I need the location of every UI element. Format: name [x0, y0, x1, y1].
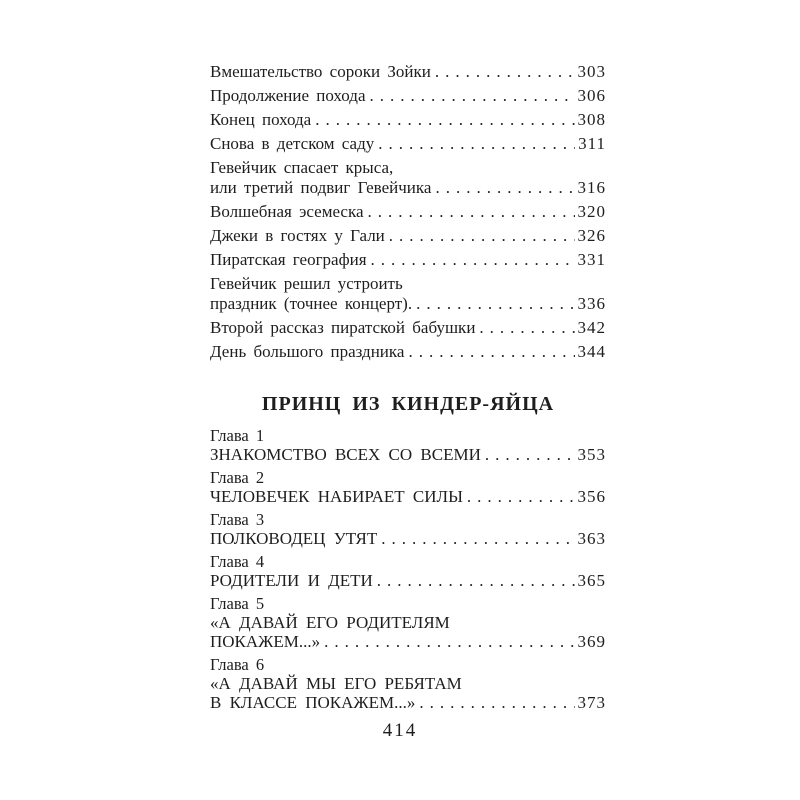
- chapter-title: РОДИТЕЛИ И ДЕТИ: [210, 571, 373, 590]
- toc-chapter: [210, 510, 606, 548]
- chapter-title: В КЛАССЕ ПОКАЖЕМ...»: [210, 693, 416, 712]
- toc-entry: [210, 202, 606, 222]
- chapter-title: ПОЛКОВОДЕЦ УТЯТ: [210, 529, 378, 548]
- toc-entry-title: Второй рассказ пиратской бабушки: [210, 318, 476, 337]
- toc-entry-page: 326: [577, 226, 606, 245]
- chapter-page: 356: [577, 487, 606, 506]
- toc-entry-page: 342: [577, 318, 606, 337]
- toc-entry: [210, 226, 606, 246]
- dot-leader: [378, 134, 575, 154]
- toc-entry-title: или третий подвиг Гевейчика: [210, 178, 432, 197]
- toc-entry: [210, 62, 606, 82]
- toc-entry-first-line: Гевейчик решил устроить: [210, 274, 403, 293]
- toc-entry-first-line: Гевейчик спасает крыса,: [210, 158, 394, 177]
- chapter-page: 353: [577, 445, 606, 464]
- toc-entry: [210, 134, 606, 154]
- toc-chapter: [210, 468, 606, 506]
- dot-leader: [479, 318, 574, 338]
- toc-entry-page: 303: [577, 62, 606, 81]
- dot-leader: [377, 571, 575, 590]
- toc-chapter: [210, 655, 606, 712]
- toc-entry: [210, 86, 606, 106]
- toc-entry-page: 331: [577, 250, 606, 269]
- chapter-label: Глава 2: [210, 468, 265, 487]
- chapter-title-first-line: «А ДАВАЙ МЫ ЕГО РЕБЯТАМ: [210, 674, 462, 693]
- toc-entry: [210, 110, 606, 130]
- toc-entry-page: 336: [577, 294, 606, 313]
- dot-leader: [485, 445, 575, 464]
- toc-entry: [210, 158, 606, 198]
- chapter-title: ЧЕЛОВЕЧЕК НАБИРАЕТ СИЛЫ: [210, 487, 463, 506]
- dot-leader: [408, 342, 574, 362]
- dot-leader: [315, 110, 574, 130]
- dot-leader: [419, 693, 574, 712]
- toc-entry-title: Вмешательство сороки Зойки: [210, 62, 431, 81]
- toc-column: [210, 62, 606, 716]
- toc-entry-page: 344: [577, 342, 606, 361]
- chapter-label: Глава 4: [210, 552, 265, 571]
- toc-entry-page: 308: [577, 110, 606, 129]
- toc-entry-title: Волшебная эсемеска: [210, 202, 364, 221]
- toc-chapter: [210, 552, 606, 590]
- dot-leader: [389, 226, 575, 246]
- chapter-title: ЗНАКОМСТВО ВСЕХ СО ВСЕМИ: [210, 445, 481, 464]
- chapter-page: 373: [577, 693, 606, 712]
- dot-leader: [467, 487, 575, 506]
- toc-chapter: [210, 426, 606, 464]
- chapter-label: Глава 5: [210, 594, 265, 613]
- toc-entry-title: Снова в детском саду: [210, 134, 375, 153]
- toc-chapter: [210, 594, 606, 651]
- toc-entry: [210, 274, 606, 314]
- toc-entry-title: День большого праздника: [210, 342, 405, 361]
- dot-leader: [324, 632, 574, 651]
- toc-entry-title: Джеки в гостях у Гали: [210, 226, 385, 245]
- toc-entry-page: 320: [577, 202, 606, 221]
- dot-leader: [370, 86, 575, 106]
- toc-entry-page: 316: [577, 178, 606, 197]
- dot-leader: [381, 529, 574, 548]
- toc-entry: [210, 318, 606, 338]
- toc-entry-title: Конец похода: [210, 110, 312, 129]
- toc-entry-title: Продолжение похода: [210, 86, 366, 105]
- toc-entry-page: 306: [577, 86, 606, 105]
- toc-entry-title: праздник (точнее концерт).: [210, 294, 413, 313]
- chapter-page: 363: [577, 529, 606, 548]
- dot-leader: [368, 202, 575, 222]
- dot-leader: [435, 178, 574, 198]
- dot-leader: [371, 250, 575, 270]
- chapter-label: Глава 6: [210, 655, 265, 674]
- chapter-page: 365: [577, 571, 606, 590]
- section-title: ПРИНЦ ИЗ КИНДЕР-ЯЙЦА: [261, 393, 555, 415]
- toc-entry: [210, 250, 606, 270]
- page-number: 414: [382, 720, 418, 741]
- chapter-label: Глава 1: [210, 426, 265, 445]
- toc-entry-page: 311: [578, 134, 606, 153]
- dot-leader: [416, 294, 574, 314]
- dot-leader: [435, 62, 575, 82]
- chapter-title: ПОКАЖЕМ...»: [210, 632, 321, 651]
- chapter-title-first-line: «А ДАВАЙ ЕГО РОДИТЕЛЯМ: [210, 613, 450, 632]
- toc-entry: [210, 342, 606, 362]
- chapter-page: 369: [577, 632, 606, 651]
- chapter-label: Глава 3: [210, 510, 265, 529]
- toc-entry-title: Пиратская география: [210, 250, 367, 269]
